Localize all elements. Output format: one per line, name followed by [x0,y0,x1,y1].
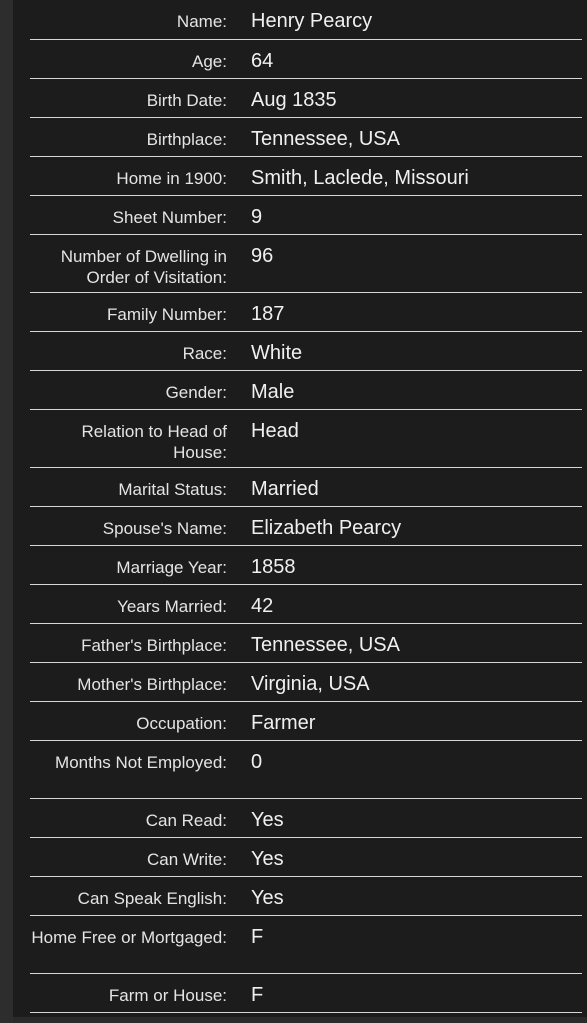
record-row-birthplace [30,118,582,157]
record-row-marriage-year [30,546,582,585]
row-value: 42 [251,595,274,617]
record-row-family-number [30,293,582,332]
row-label: Race: [182,344,227,363]
row-label: Home in 1900: [116,169,227,188]
row-label: Age: [192,52,227,71]
row-value: 96 [251,245,274,267]
record-row-home-free-or-mortgaged [30,916,582,974]
row-value: 0 [251,751,263,773]
row-value: 187 [251,303,285,325]
row-value: Tennessee, USA [251,634,400,656]
row-value: Smith, Laclede, Missouri [251,167,469,189]
census-record-panel [13,0,587,1023]
left-sidebar-strip [0,0,13,1023]
row-label: Farm or House: [108,986,227,1005]
record-row-sheet-number [30,196,582,235]
row-label: Name: [176,12,227,31]
record-row-gender [30,371,582,410]
row-label: Gender: [165,383,227,402]
record-row-can-write [30,838,582,877]
row-value: Yes [251,887,284,909]
record-row-race [30,332,582,371]
row-value: Yes [251,848,284,870]
row-label: Birthplace: [146,130,227,149]
row-label: Spouse's Name: [102,519,227,538]
record-row-farm-or-house [30,974,582,1013]
row-label: Months Not Employed: [55,753,227,772]
row-label: Family Number: [107,305,227,324]
row-label: Occupation: [136,714,227,733]
row-label: Number of Dwelling in Order of Visitation: [60,247,227,287]
row-label: Birth Date: [146,91,227,110]
row-label: Relation to Head of House: [81,422,227,462]
record-row-years-married [30,585,582,624]
record-row-months-not-employed [30,741,582,799]
row-label: Can Write: [147,850,227,869]
row-value: Yes [251,809,284,831]
row-label: Home Free or Mortgaged: [31,928,227,947]
row-label: Mother's Birthplace: [77,675,227,694]
bottom-edge [13,1017,587,1023]
row-label: Can Speak English: [77,889,227,908]
row-label: Marriage Year: [116,558,227,577]
row-value: Farmer [251,712,316,734]
row-label: Marital Status: [118,480,227,499]
row-label: Can Read: [145,811,227,830]
record-row-name [30,0,582,40]
row-value: White [251,342,303,364]
record-row-can-speak-english [30,877,582,916]
record-row-occupation [30,702,582,741]
row-value: F [251,926,264,948]
record-row-mother-birthplace [30,663,582,702]
row-value: Aug 1835 [251,89,337,111]
record-row-father-birthplace [30,624,582,663]
row-value: 64 [251,50,274,72]
record-row-birth-date [30,79,582,118]
row-value: 9 [251,206,263,228]
row-value: Tennessee, USA [251,128,400,150]
row-value: Married [251,478,319,500]
census-record-table [30,0,582,1013]
row-label: Years Married: [117,597,227,616]
row-label: Sheet Number: [112,208,227,227]
row-value: F [251,984,264,1006]
row-value: Male [251,381,295,403]
record-row-relation-to-head [30,410,582,468]
row-value: Head [251,420,299,442]
record-row-home-in-1900 [30,157,582,196]
record-row-marital-status [30,468,582,507]
record-row-spouse-name [30,507,582,546]
record-row-age [30,40,582,79]
row-value: Virginia, USA [251,673,370,695]
row-value: Henry Pearcy [251,10,373,32]
record-row-can-read [30,799,582,838]
row-label: Father's Birthplace: [81,636,227,655]
row-value: 1858 [251,556,296,578]
record-row-dwelling-number [30,235,582,293]
row-value: Elizabeth Pearcy [251,517,402,539]
